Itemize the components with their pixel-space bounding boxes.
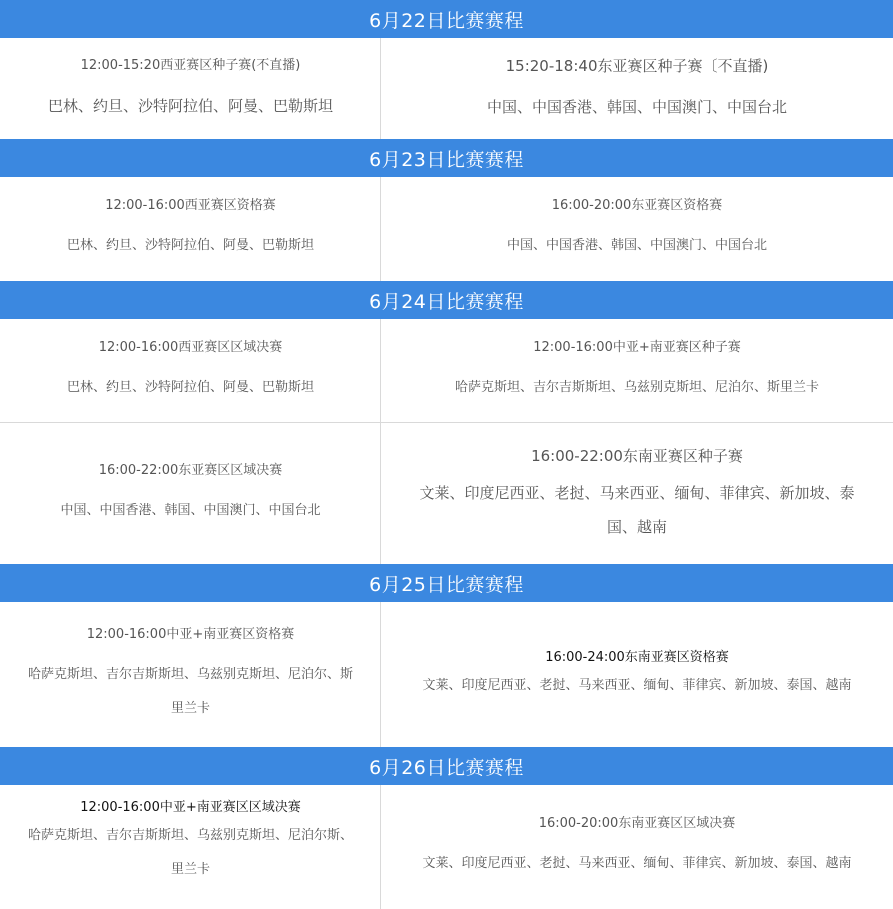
match-time: 16:00-20:00东南亚赛区区域决赛 — [538, 816, 736, 831]
day-header — [0, 139, 893, 177]
team-list-line-1: 哈萨克斯坦、吉尔吉斯斯坦、乌兹别克斯坦、尼泊尔斯、 — [27, 828, 353, 843]
team-list-line-1: 文莱、印度尼西亚、老挝、马来西亚、缅甸、菲律宾、新加坡、泰 — [419, 483, 855, 502]
match-time: 12:00-15:20西亚赛区种子赛(不直播) — [80, 57, 301, 73]
match-time: 12:00-16:00中亚+南亚赛区种子赛 — [533, 339, 741, 355]
day-title: 6月22日比赛赛程 — [369, 9, 524, 32]
day-title: 6月23日比赛赛程 — [369, 148, 524, 171]
schedule-cell — [381, 177, 893, 281]
match-time: 15:20-18:40东亚赛区种子赛〔不直播) — [505, 56, 769, 75]
team-list: 巴林、约旦、沙特阿拉伯、阿曼、巴勒斯坦 — [47, 96, 333, 115]
schedule-cell — [0, 602, 381, 747]
column-divider — [380, 319, 381, 564]
match-time: 16:00-22:00东南亚赛区种子赛 — [531, 446, 743, 465]
team-list: 巴林、约旦、沙特阿拉伯、阿曼、巴勒斯坦 — [66, 238, 314, 253]
schedule-cell — [0, 177, 381, 281]
match-time: 12:00-16:00中亚+南亚赛区资格赛 — [86, 626, 295, 642]
team-list: 中国、中国香港、韩国、中国澳门、中国台北 — [60, 502, 321, 518]
match-time: 16:00-20:00东亚赛区资格赛 — [551, 198, 723, 213]
day-title: 6月24日比赛赛程 — [369, 290, 524, 313]
schedule-cell — [0, 785, 381, 909]
schedule-cell — [0, 319, 381, 422]
column-divider — [380, 602, 381, 747]
team-list-line-2: 国、越南 — [606, 517, 667, 536]
column-divider — [380, 785, 381, 909]
match-time: 16:00-24:00东南亚赛区资格赛 — [545, 649, 729, 665]
team-list: 文莱、印度尼西亚、老挝、马来西亚、缅甸、菲律宾、新加坡、泰国、越南 — [422, 677, 852, 693]
day-header — [0, 747, 893, 785]
match-time: 12:00-16:00中亚+南亚赛区区域决赛 — [80, 800, 301, 815]
team-list-line-2: 里兰卡 — [170, 700, 210, 716]
team-list: 中国、中国香港、韩国、中国澳门、中国台北 — [486, 97, 787, 116]
day-header — [0, 564, 893, 602]
schedule-cell — [381, 602, 893, 747]
schedule-cell — [0, 423, 381, 564]
schedule-cell — [381, 38, 893, 139]
team-list-line-1: 哈萨克斯坦、吉尔吉斯斯坦、乌兹别克斯坦、尼泊尔、斯 — [27, 666, 353, 682]
team-list: 哈萨克斯坦、吉尔吉斯斯坦、乌兹别克斯坦、尼泊尔、斯里兰卡 — [454, 379, 819, 395]
day-title: 6月25日比赛赛程 — [369, 573, 524, 596]
schedule-cell — [0, 38, 381, 139]
match-time: 16:00-22:00东亚赛区区域决赛 — [98, 462, 283, 478]
day-header — [0, 0, 893, 38]
day-header — [0, 281, 893, 319]
column-divider — [380, 38, 381, 139]
schedule-cell — [381, 785, 893, 909]
column-divider — [380, 177, 381, 281]
schedule-cell — [381, 319, 893, 422]
match-time: 12:00-16:00西亚赛区区域决赛 — [98, 339, 283, 355]
team-list: 文莱、印度尼西亚、老挝、马来西亚、缅甸、菲律宾、新加坡、泰国、越南 — [422, 856, 852, 871]
match-time: 12:00-16:00西亚赛区资格赛 — [105, 198, 276, 213]
schedule-cell — [381, 423, 893, 564]
day-title: 6月26日比赛赛程 — [369, 756, 524, 779]
team-list: 中国、中国香港、韩国、中国澳门、中国台北 — [506, 238, 767, 253]
team-list-line-2: 里兰卡 — [170, 862, 210, 877]
team-list: 巴林、约旦、沙特阿拉伯、阿曼、巴勒斯坦 — [66, 379, 314, 395]
